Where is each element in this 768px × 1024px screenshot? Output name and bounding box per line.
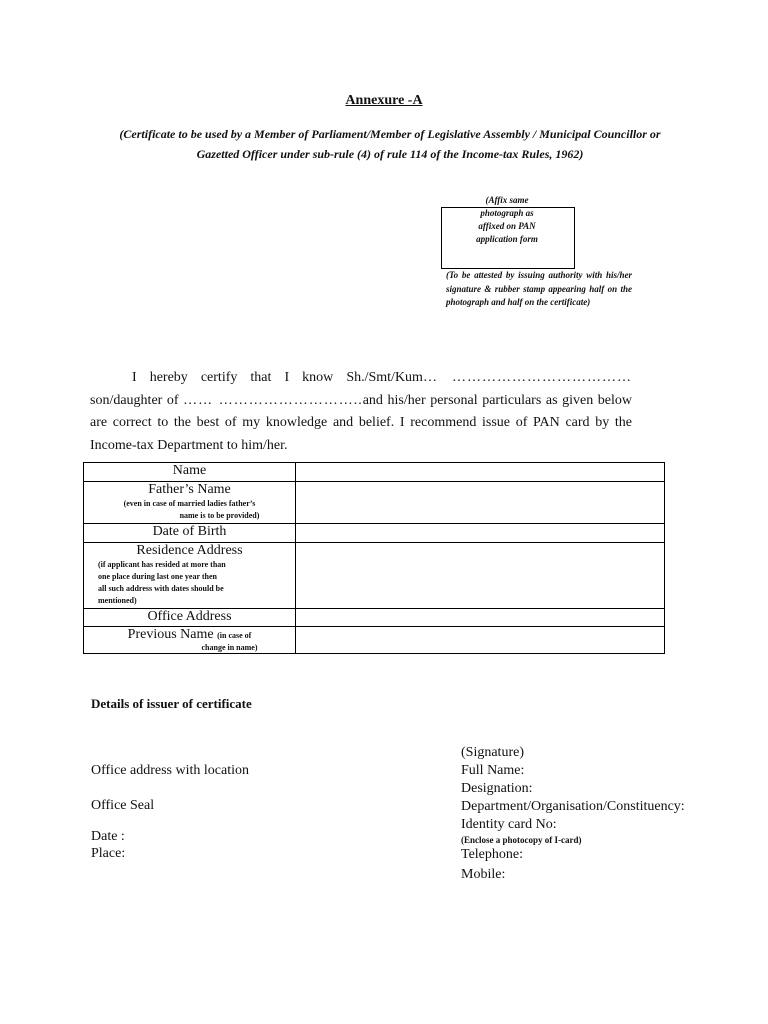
dob-value-cell[interactable] (296, 524, 665, 543)
certify-text-2: son/daughter of (90, 392, 179, 408)
residence-note-3: all such address with dates should be (98, 584, 224, 593)
department-label: Department/Organisation/Constituency: (461, 799, 685, 814)
identity-card-note: (Enclose a photocopy of I-card) (461, 835, 582, 845)
residence-note-4: mentioned) (98, 596, 137, 605)
residence-note-1: (if applicant has resided at more than (98, 560, 226, 569)
residence-address-label (84, 543, 296, 609)
residence-address-value-cell[interactable] (296, 543, 665, 609)
table-row (84, 609, 665, 627)
subtitle-line-1: (Certificate to be used by a Member of Parliament/Member of Legislative Assembly / Municipal Councillor or (119, 127, 661, 141)
table-row (84, 524, 665, 543)
fathers-name-note-1: (even in case of married ladies father’s (123, 499, 256, 508)
office-address-value-cell[interactable] (296, 609, 665, 627)
certify-text-1: I hereby certify that I know Sh./Smt/Kum (132, 370, 423, 385)
photo-label-line-2: photograph as (480, 208, 534, 218)
name-blank: … ……………………………… (422, 370, 632, 385)
attestation-note: (To be attested by issuing authority with his/her signature & rubber stamp appearing half on the photograph and half on the certificate) (446, 270, 632, 307)
fathers-name-text: Father’s Name (148, 482, 231, 497)
table-row (84, 543, 665, 609)
telephone-label: Telephone: (461, 847, 523, 862)
certification-paragraph (90, 367, 632, 457)
designation-label: Designation: (461, 781, 533, 796)
table-row (84, 482, 665, 524)
name-value-cell[interactable] (296, 463, 665, 482)
issuer-section-title: Details of issuer of certificate (91, 696, 252, 711)
office-seal-label: Office Seal (91, 798, 155, 813)
parent-blank: …… ……………………….. (183, 392, 363, 408)
previous-name-value-cell[interactable] (296, 627, 665, 654)
previous-name-note-1: (in case of (217, 631, 252, 640)
photo-label-line-4: application form (476, 234, 538, 244)
dob-label: Date of Birth (84, 524, 296, 543)
signature-label: (Signature) (461, 745, 524, 760)
table-row (84, 627, 665, 654)
previous-name-note-2: change in name) (201, 643, 258, 652)
previous-name-label (84, 627, 296, 654)
office-address-location-label: Office address with location (91, 763, 249, 778)
previous-name-text: Previous Name (127, 627, 214, 642)
office-address-label: Office Address (84, 609, 296, 627)
date-label: Date : (91, 829, 125, 844)
photo-box (441, 207, 575, 269)
residence-address-text: Residence Address (136, 543, 243, 558)
certificate-subtitle (80, 124, 700, 164)
mobile-label: Mobile: (461, 867, 506, 882)
particulars-table (83, 462, 665, 654)
residence-note-2: one place during last one year then (98, 572, 217, 581)
identity-card-label: Identity card No: (461, 817, 557, 832)
fathers-name-label (84, 482, 296, 524)
certify-text-3: and his/her personal particulars as given below are correct to the best of my knowledge and belief. I recommend issue of PAN card by the Income-tax Department to him/her. (90, 392, 632, 453)
subtitle-line-2: Gazetted Officer under sub-rule (4) of rule 114 of the Income-tax Rules, 1962) (196, 147, 584, 161)
fathers-name-value-cell[interactable] (296, 482, 665, 524)
annexure-heading: Annexure -A (345, 93, 423, 108)
photo-label-line-1: (Affix same (485, 195, 529, 205)
name-label: Name (84, 463, 296, 482)
fathers-name-note-2: name is to be provided) (179, 511, 260, 520)
place-label: Place: (91, 846, 126, 861)
full-name-label: Full Name: (461, 763, 525, 778)
photo-label-line-3: affixed on PAN (478, 221, 536, 231)
table-row (84, 463, 665, 482)
